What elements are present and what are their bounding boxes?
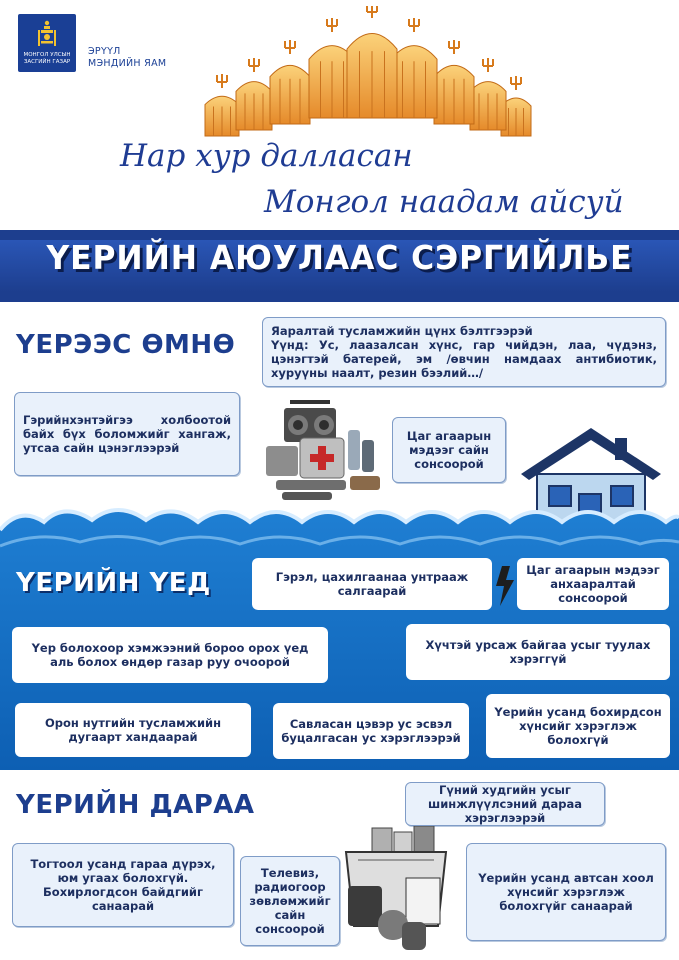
naadam-tents-icon	[196, 6, 532, 142]
kit-title: Яаралтай тусламжийн цүнх бэлтгээрэй	[271, 324, 533, 338]
well-tip-box	[405, 782, 605, 826]
tv-tip-box	[240, 856, 340, 946]
power-tip-box	[252, 558, 492, 610]
government-logo	[18, 14, 76, 72]
tv-tip: Телевиз, радиогоор зөвлөмжийг сайн сонсоорой	[249, 866, 331, 936]
kit-text: Үүнд: Ус, лаазалсан хүнс, гар чийдэн, лаа, чүдэнз, цэнэгтэй батерей, эм /өвчин намдаах антибиотик, хуруүны наалт, резин бээлий…/	[271, 338, 657, 380]
bottled-water-box	[273, 703, 469, 759]
ministry-line-2: МЭНДИЙН ЯАМ	[88, 58, 167, 69]
ministry-line-1: ЭРҮҮЛ	[88, 46, 121, 57]
lightning-icon	[494, 566, 516, 606]
local-help-box	[15, 703, 251, 757]
title-banner	[0, 230, 679, 302]
weather-tip-before: Цаг агаарын мэдээг сайн сонсоорой	[406, 429, 492, 471]
emergency-kit-icon	[262, 400, 390, 508]
emergency-kit-box	[262, 317, 666, 387]
power-tip: Гэрэл, цахилгаанаа унтрааж салгаарай	[275, 570, 469, 598]
hand-tip-box	[12, 843, 234, 927]
dirty-food-tip: Үерийн усанд бохирдсон хүнсийг хэрэглэж болохгүй	[494, 705, 662, 747]
flowing-water-tip: Хүчтэй урсаж байгаа усыг туулах хэрэггүй	[425, 638, 651, 666]
well-tip: Гүний худгийн усыг шинжлүүлсэний дараа хэрэглээрэй	[428, 783, 582, 825]
bottled-water-tip: Савласан цэвэр ус эсвэл буцалгасан ус хэрэглээрэй	[281, 717, 461, 745]
high-ground-box	[12, 627, 328, 683]
weather-attention-box	[517, 558, 669, 610]
slogan-line-2: Монгол наадам айсуй	[264, 184, 624, 220]
dirty-food-box	[486, 694, 670, 758]
phone-tip: Гэрийнхэнтэйгээ холбоотой байх бүх боломжийг хангаж, утсаа сайн цэнэглээрэй	[23, 413, 231, 455]
slogan-line-1: Нар хур далласан	[120, 138, 413, 174]
before-heading: ҮЕРЭЭС ӨМНӨ	[16, 330, 236, 360]
flowing-water-box	[406, 624, 670, 680]
logo-caption: МОНГОЛ УЛСЫН ЗАСГИЙН ГАЗАР	[23, 52, 71, 65]
phone-tip-box	[14, 392, 240, 476]
weather-tip-box	[392, 417, 506, 483]
ministry-name	[88, 46, 166, 70]
high-ground-tip: Үер болохоор хэмжээний бороо орох үед аль болох өндөр газар руу очоорой	[31, 641, 309, 669]
during-heading: ҮЕРИЙН ҮЕД	[16, 568, 211, 598]
hand-tip: Тогтоол усанд гараа дүрэх, юм угаах болохгүй. Бохирлогдсон байдгийг санаарай	[30, 857, 216, 913]
weather-tip-during: Цаг агаарын мэдээг анхааралтай сонсоорой	[526, 563, 660, 605]
local-help-tip: Орон нутгийн тусламжийн дугаарт хандаарай	[44, 716, 222, 744]
banner-title: ҮЕРИЙН АЮУЛААС СЭРГИЙЛЬЕ	[46, 238, 633, 277]
flood-food-box	[466, 843, 666, 941]
food-tip: Үерийн усанд автсан хоол хүнсийг хэрэглэж болохгүйг санаарай	[478, 871, 654, 913]
groceries-icon	[342, 826, 452, 954]
after-heading: ҮЕРИЙН ДАРАА	[16, 790, 255, 820]
state-emblem-icon	[38, 20, 56, 48]
